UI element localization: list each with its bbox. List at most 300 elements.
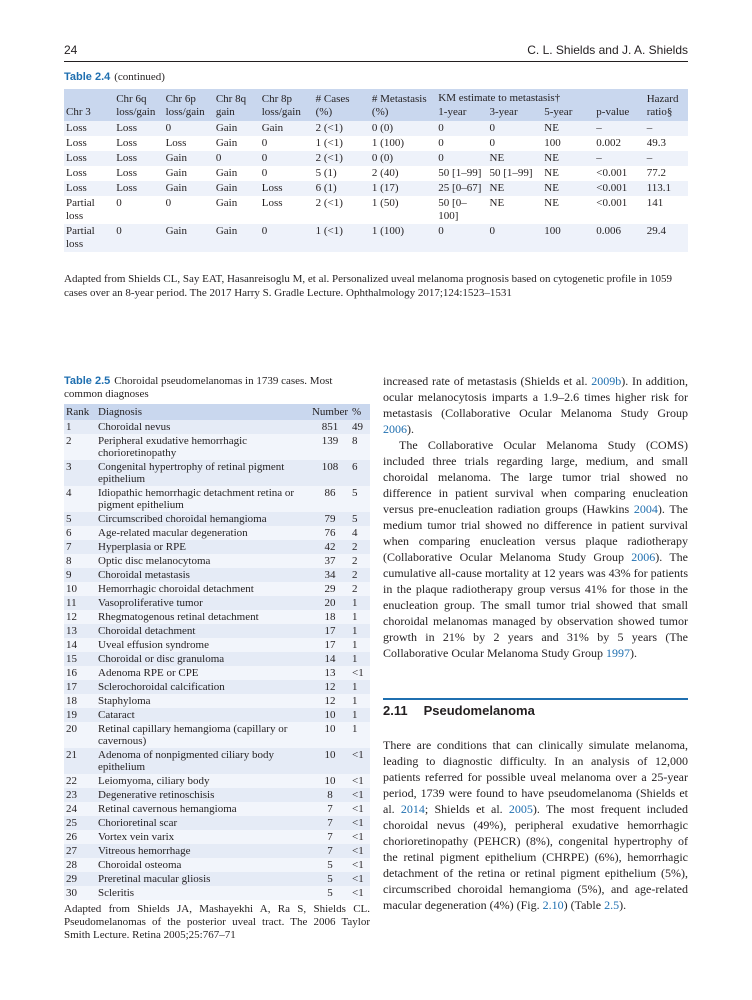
table5-row <box>64 568 370 582</box>
table-cell: Peripheral exudative hemorrhagic chorioretinopathy <box>96 434 310 460</box>
table5-row <box>64 526 370 540</box>
table5-body <box>64 420 370 900</box>
table4-source-note: Adapted from Shields CL, Say EAT, Hasanreisoglu M, et al. Personalized uveal melanoma prognosis based on cytogenetic profile in 1059 cases over an 8-year period. The 2017 Harry S. Gradle Lecture. Ophthalmology 2017;124:1523–1531 <box>64 273 673 299</box>
table-cell: Loss <box>164 136 214 151</box>
table-cell: 7 <box>310 816 350 830</box>
table-cell: <1 <box>350 802 370 816</box>
table-cell: 77.2 <box>645 166 688 181</box>
table-cell: Loss <box>114 121 163 136</box>
table-cell: NE <box>542 181 594 196</box>
table5-row <box>64 844 370 858</box>
table-cell: 0 <box>164 196 214 224</box>
table-cell: 100 <box>542 224 594 252</box>
table-cell: 1 <box>350 722 370 748</box>
text-run: ). <box>629 646 637 660</box>
table-cell: 108 <box>310 460 350 486</box>
text-run: The Collaborative Ocular Melanoma Study (COMS) included three trials regarding large, medium, and small choroidal melanoma. The large tumor trial showed no difference in patient survival when comparing enucleation versus pre-enucleation radiation groups (Hawkins <box>383 438 688 516</box>
table-cell: 25 <box>64 816 96 830</box>
table-cell: 1 (100) <box>370 136 436 151</box>
table-cell: Idiopathic hemorrhagic detachment retina or pigment epithelium <box>96 486 310 512</box>
table-cell: Preretinal macular gliosis <box>96 872 310 886</box>
table-cell: Loss <box>64 151 114 166</box>
table-cell: 100 <box>542 136 594 151</box>
table-cell: <1 <box>350 830 370 844</box>
table-cell: 24 <box>64 802 96 816</box>
table-cell: 1 <box>350 610 370 624</box>
table5-caption <box>64 375 370 401</box>
table-cell: 0 <box>114 224 163 252</box>
table4-body <box>64 121 688 252</box>
table-cell: <1 <box>350 774 370 788</box>
table-cell: 7 <box>310 802 350 816</box>
table-cell: 10 <box>310 708 350 722</box>
table4-row <box>64 136 688 151</box>
table-cell: 42 <box>310 540 350 554</box>
table-cell: Gain <box>214 196 260 224</box>
citation-link[interactable]: 2014 <box>400 802 425 816</box>
table5-row <box>64 722 370 748</box>
table5-row <box>64 748 370 774</box>
table-cell: Choroidal or disc granuloma <box>96 652 310 666</box>
table-cell: NE <box>488 151 543 166</box>
table-cell: 0 <box>260 151 314 166</box>
table4-header: Chr 6p loss/gain <box>164 89 214 121</box>
table-cell: 11 <box>64 596 96 610</box>
table-cell: 18 <box>310 610 350 624</box>
table-cell: 25 [0–67] <box>436 181 487 196</box>
table-cell: 2 (<1) <box>314 151 370 166</box>
table-cell: Degenerative retinoschisis <box>96 788 310 802</box>
table-cell: 4 <box>64 486 96 512</box>
table-cell: 79 <box>310 512 350 526</box>
table-cell: 49 <box>350 420 370 434</box>
table5-row <box>64 830 370 844</box>
text-run: increased rate of metastasis (Shields et al. <box>383 374 592 388</box>
table-cell: 2 <box>350 582 370 596</box>
text-run: ) (Table <box>563 898 605 912</box>
table4-row <box>64 196 688 224</box>
table-cell: 0 <box>436 151 487 166</box>
table-cell: 18 <box>64 694 96 708</box>
table-cell: <1 <box>350 844 370 858</box>
table-cell: 0 <box>114 196 163 224</box>
table-cell: <0.001 <box>594 166 644 181</box>
citation-link[interactable]: 2004 <box>633 502 658 516</box>
table-cell: Adenoma RPE or CPE <box>96 666 310 680</box>
table-cell: Retinal capillary hemangioma (capillary or cavernous) <box>96 722 310 748</box>
table-cell: 23 <box>64 788 96 802</box>
table-cell: 14 <box>310 652 350 666</box>
table-cell: 0 (0) <box>370 151 436 166</box>
table-cell: <1 <box>350 748 370 774</box>
table4-header: Hazard ratio§ <box>645 89 688 121</box>
table4-caption-text: (continued) <box>114 71 165 83</box>
text-run: ). The cumulative all-cause mortality at 12 years was 43% for patients in the plaque radiotherapy group versus 41% for those in the enucleation group. The small tumor trial showed that small choroidal melanomas managed by observation showed tumor growth in 21% by 2 years and 31% by 5 years (The Collaborative Ocular Melanoma Study Group <box>383 550 689 660</box>
table4-row <box>64 181 688 196</box>
table5-row <box>64 540 370 554</box>
citation-link[interactable]: 2009b <box>591 374 622 388</box>
table-cell: Loss <box>114 181 163 196</box>
table-cell: 2 <box>350 568 370 582</box>
table-cell: Hemorrhagic choroidal detachment <box>96 582 310 596</box>
table-cell: Gain <box>164 181 214 196</box>
table-cell: 0 <box>436 136 487 151</box>
table-cell: 1 <box>350 694 370 708</box>
table5-header: Diagnosis <box>96 404 310 420</box>
table5-label: Table 2.5 <box>64 375 111 387</box>
table-cell: 5 <box>310 886 350 900</box>
table-cell: Loss <box>260 181 314 196</box>
table-cell: Vitreous hemorrhage <box>96 844 310 858</box>
table-cell: 1 (<1) <box>314 224 370 252</box>
table-cell: 1 (<1) <box>314 136 370 151</box>
table-cell: 37 <box>310 554 350 568</box>
table-cell: <1 <box>350 788 370 802</box>
text-run: ; Shields et al. <box>424 802 509 816</box>
table4-subheader: 3-year <box>488 105 543 121</box>
table-cell: Adenoma of nonpigmented ciliary body epithelium <box>96 748 310 774</box>
table-cell: Sclerochoroidal calcification <box>96 680 310 694</box>
section-title: Pseudomelanoma <box>423 703 535 718</box>
table5-header: Number <box>311 406 348 418</box>
table-cell: Choroidal nevus <box>96 420 310 434</box>
citation-link[interactable]: 2006 <box>383 422 407 436</box>
paragraph <box>383 373 688 437</box>
table-cell: Scleritis <box>96 886 310 900</box>
table-cell: 0 <box>260 166 314 181</box>
table4 <box>64 89 688 252</box>
table5-row <box>64 610 370 624</box>
text-run: ). In addition, ocular melanocytosis imparts a 1.9–2.6 times higher risk for metastasis (Collaborative Ocular Melanoma Study Group <box>383 374 688 420</box>
table5-row <box>64 886 370 900</box>
table-cell: 2 (<1) <box>314 196 370 224</box>
table-cell: 0 <box>214 151 260 166</box>
table-cell: 17 <box>310 638 350 652</box>
table4-row <box>64 224 688 252</box>
table-cell: Partial loss <box>64 224 114 252</box>
table-cell: 0.002 <box>594 136 644 151</box>
table-cell: 2 <box>64 434 96 460</box>
table-cell: 15 <box>64 652 96 666</box>
table5-row <box>64 596 370 610</box>
table-cell: Gain <box>214 136 260 151</box>
table-cell: 17 <box>310 624 350 638</box>
table-cell: Cataract <box>96 708 310 722</box>
table4-subheader: 5-year <box>542 105 594 121</box>
table-cell: – <box>594 151 644 166</box>
table-cell: 1 <box>350 596 370 610</box>
table4-row <box>64 121 688 136</box>
table-cell: 0 <box>260 136 314 151</box>
table-cell: Uveal effusion syndrome <box>96 638 310 652</box>
table-cell: NE <box>488 181 543 196</box>
table-cell: 1 <box>350 708 370 722</box>
table5-source-note: Adapted from Shields JA, Mashayekhi A, Ra S, Shields CL. Pseudomelanomas of the posterior uveal tract. The 2006 Taylor Smith Lecture. Retina 2005;25:767–71 <box>64 903 370 941</box>
table-cell: 20 <box>310 596 350 610</box>
running-head-authors: C. L. Shields and J. A. Shields <box>527 43 688 57</box>
table-cell: 50 [1–99] <box>488 166 543 181</box>
table-cell: 49.3 <box>645 136 688 151</box>
table-cell: <1 <box>350 872 370 886</box>
paragraph <box>383 737 688 913</box>
table-cell: 5 <box>310 872 350 886</box>
text-run: There are conditions that can clinically simulate melanoma, leading to diagnostic difficulty. In an analysis of 12,000 patients referred for possible uveal melanoma over a 25-year period, 1739 were found to have pseudomelanoma (Shields et al. <box>383 738 688 816</box>
table-cell: 7 <box>310 844 350 858</box>
table-cell: 1 <box>64 420 96 434</box>
table-cell: 10 <box>310 722 350 748</box>
table-cell: 0.006 <box>594 224 644 252</box>
table-cell: Optic disc melanocytoma <box>96 554 310 568</box>
table5-header: % <box>350 404 370 420</box>
table-cell: 1 <box>350 652 370 666</box>
table-cell: 5 <box>350 512 370 526</box>
text-run: ). The medium tumor trial showed no difference in patient survival when comparing enucleation versus plaque radiotherapy (Collaborative Ocular Melanoma Study Group <box>383 502 688 564</box>
table5 <box>64 404 370 900</box>
table-cell: 29 <box>64 872 96 886</box>
table-cell: 8 <box>310 788 350 802</box>
table-cell: Loss <box>64 121 114 136</box>
body-text-column <box>383 737 688 913</box>
table-cell: Staphyloma <box>96 694 310 708</box>
table-cell: Loss <box>114 166 163 181</box>
citation-link[interactable]: 2.5 <box>604 898 620 912</box>
table4-header-km: KM estimate to metastasis† <box>436 89 594 105</box>
table4-header: # Cases (%) <box>314 89 370 121</box>
table-cell: 12 <box>64 610 96 624</box>
table4-label: Table 2.4 <box>64 71 111 83</box>
table4-subheader: 1-year <box>436 105 487 121</box>
table-cell: 22 <box>64 774 96 788</box>
table-cell: Chorioretinal scar <box>96 816 310 830</box>
table5-row <box>64 816 370 830</box>
table-cell: Choroidal osteoma <box>96 858 310 872</box>
table-cell: 6 <box>350 460 370 486</box>
table-cell: Choroidal metastasis <box>96 568 310 582</box>
text-run: ). <box>619 898 627 912</box>
table5-row <box>64 788 370 802</box>
table-cell: 5 <box>310 858 350 872</box>
table5-row <box>64 872 370 886</box>
table-cell: Circumscribed choroidal hemangioma <box>96 512 310 526</box>
table-cell: 113.1 <box>645 181 688 196</box>
table-cell: Congenital hypertrophy of retinal pigment epithelium <box>96 460 310 486</box>
table-cell: Age-related macular degeneration <box>96 526 310 540</box>
citation-link[interactable]: 2006 <box>631 550 656 564</box>
table-cell: 13 <box>310 666 350 680</box>
table-cell: NE <box>488 196 543 224</box>
table-cell: 2 <box>350 554 370 568</box>
table-cell: 0 <box>488 224 543 252</box>
table-cell: Rhegmatogenous retinal detachment <box>96 610 310 624</box>
table-cell: 0 <box>436 121 487 136</box>
table-cell: 5 <box>350 486 370 512</box>
table-cell: – <box>594 121 644 136</box>
table5-row <box>64 582 370 596</box>
table-cell: Gain <box>214 121 260 136</box>
table-cell: 139 <box>310 434 350 460</box>
table-cell: 8 <box>64 554 96 568</box>
table-cell: 3 <box>64 460 96 486</box>
table4-header: Chr 8p loss/gain <box>260 89 314 121</box>
page-number: 24 <box>64 43 78 57</box>
table-cell: 851 <box>310 420 350 434</box>
table-cell: 0 <box>260 224 314 252</box>
citation-link[interactable]: 2005 <box>508 802 533 816</box>
table-cell: 7 <box>64 540 96 554</box>
table-cell: 5 <box>64 512 96 526</box>
table-cell: 14 <box>64 638 96 652</box>
table-cell: <0.001 <box>594 196 644 224</box>
table-cell: 76 <box>310 526 350 540</box>
text-run: ). <box>407 422 414 436</box>
table5-row <box>64 680 370 694</box>
table-cell: 1 (17) <box>370 181 436 196</box>
table-cell: Retinal cavernous hemangioma <box>96 802 310 816</box>
table-cell: 1 <box>350 624 370 638</box>
table-cell: 0 <box>164 121 214 136</box>
table5-row <box>64 708 370 722</box>
table-cell: Choroidal detachment <box>96 624 310 638</box>
table-cell: 13 <box>64 624 96 638</box>
table-cell: 20 <box>64 722 96 748</box>
table-cell: 29.4 <box>645 224 688 252</box>
table-cell: 2 (<1) <box>314 121 370 136</box>
table-cell: 12 <box>310 694 350 708</box>
table-cell: 30 <box>64 886 96 900</box>
table-cell: Gain <box>164 224 214 252</box>
table-cell: <1 <box>350 666 370 680</box>
table5-row <box>64 434 370 460</box>
table-cell: Partial loss <box>64 196 114 224</box>
table-cell: 1 (100) <box>370 224 436 252</box>
table-cell: Gain <box>260 121 314 136</box>
table-cell: – <box>645 121 688 136</box>
table-cell: 141 <box>645 196 688 224</box>
table-cell: Gain <box>214 166 260 181</box>
table-cell: 4 <box>350 526 370 540</box>
table5-row <box>64 624 370 638</box>
table-cell: Gain <box>164 151 214 166</box>
table-cell: <0.001 <box>594 181 644 196</box>
table4-row <box>64 166 688 181</box>
table5-row <box>64 858 370 872</box>
citation-link[interactable]: 1997 <box>605 646 630 660</box>
table-cell: 0 <box>488 136 543 151</box>
table-cell: 1 (50) <box>370 196 436 224</box>
section-number: 2.11 <box>383 703 408 718</box>
table4-row <box>64 151 688 166</box>
table4-header: Chr 3 <box>64 89 114 121</box>
table-cell: <1 <box>350 858 370 872</box>
table-cell: Loss <box>114 151 163 166</box>
table-cell: 29 <box>310 582 350 596</box>
table5-row <box>64 512 370 526</box>
table-cell: – <box>645 151 688 166</box>
table-cell: 10 <box>64 582 96 596</box>
table-cell: 10 <box>310 774 350 788</box>
table-cell: Leiomyoma, ciliary body <box>96 774 310 788</box>
table5-row <box>64 802 370 816</box>
table-cell: 2 (40) <box>370 166 436 181</box>
table-cell: 50 [1–99] <box>436 166 487 181</box>
table5-row <box>64 460 370 486</box>
table-cell: Loss <box>64 136 114 151</box>
table-cell: 10 <box>310 748 350 774</box>
table-cell: <1 <box>350 816 370 830</box>
table-cell: 86 <box>310 486 350 512</box>
table-cell: 0 <box>436 224 487 252</box>
table-cell: 1 <box>350 638 370 652</box>
table4-header: p-value <box>594 89 644 121</box>
body-text-column <box>383 373 688 661</box>
table-cell: 21 <box>64 748 96 774</box>
table-cell: Hyperplasia or RPE <box>96 540 310 554</box>
table4-header: Chr 8q gain <box>214 89 260 121</box>
text-run: ). The most frequent included choroidal nevus (49%), peripheral exudative hemorrhagic chorioretinopathy (PEHCR) (8%), congenital hypertrophy of the retinal pigment epithelium (CHRPE) (6%), hemorrhagic detachment of the retina or retinal pigment epithelium (5%), circumscribed choroidal hemangioma (5%), and age-related macular degeneration (4%) (Fig. <box>383 802 688 912</box>
table-cell: 50 [0–100] <box>436 196 487 224</box>
table-cell: 19 <box>64 708 96 722</box>
table-cell: 7 <box>310 830 350 844</box>
table-cell: Gain <box>214 224 260 252</box>
table-cell: Vasoproliferative tumor <box>96 596 310 610</box>
table5-row <box>64 638 370 652</box>
table-cell: Loss <box>114 136 163 151</box>
table-cell: 6 <box>64 526 96 540</box>
table-cell: NE <box>542 196 594 224</box>
table-cell: 8 <box>350 434 370 460</box>
table5-row <box>64 652 370 666</box>
table-cell: Loss <box>64 166 114 181</box>
table5-row <box>64 554 370 568</box>
table-cell: 27 <box>64 844 96 858</box>
table-cell: 1 <box>350 680 370 694</box>
citation-link[interactable]: 2.10 <box>542 898 564 912</box>
table-cell: Loss <box>260 196 314 224</box>
table5-row <box>64 420 370 434</box>
table-cell: 17 <box>64 680 96 694</box>
table-cell: 34 <box>310 568 350 582</box>
section-heading <box>383 703 535 718</box>
table-cell: Gain <box>214 181 260 196</box>
table-cell: NE <box>542 121 594 136</box>
table4-caption <box>64 71 165 84</box>
table-cell: 5 (1) <box>314 166 370 181</box>
table-cell: NE <box>542 151 594 166</box>
table-cell: Vortex vein varix <box>96 830 310 844</box>
table5-caption-text: Choroidal pseudomelanomas in 1739 cases. Most common diagnoses <box>64 375 333 400</box>
table5-header: Rank <box>64 404 96 420</box>
table-cell: <1 <box>350 886 370 900</box>
table-cell: 0 (0) <box>370 121 436 136</box>
table-cell: Gain <box>164 166 214 181</box>
table-cell: 16 <box>64 666 96 680</box>
table-cell: 9 <box>64 568 96 582</box>
table-cell: 2 <box>350 540 370 554</box>
table-cell: Loss <box>64 181 114 196</box>
table4-header: Chr 6q loss/gain <box>114 89 163 121</box>
table-cell: NE <box>542 166 594 181</box>
paragraph <box>383 437 688 661</box>
table-cell: 0 <box>488 121 543 136</box>
table5-row <box>64 774 370 788</box>
table-cell: 26 <box>64 830 96 844</box>
table-cell: 28 <box>64 858 96 872</box>
table-cell: 12 <box>310 680 350 694</box>
section-rule <box>383 698 688 700</box>
table5-row <box>64 666 370 680</box>
table5-row <box>64 486 370 512</box>
table4-header: # Metastasis (%) <box>370 89 436 121</box>
